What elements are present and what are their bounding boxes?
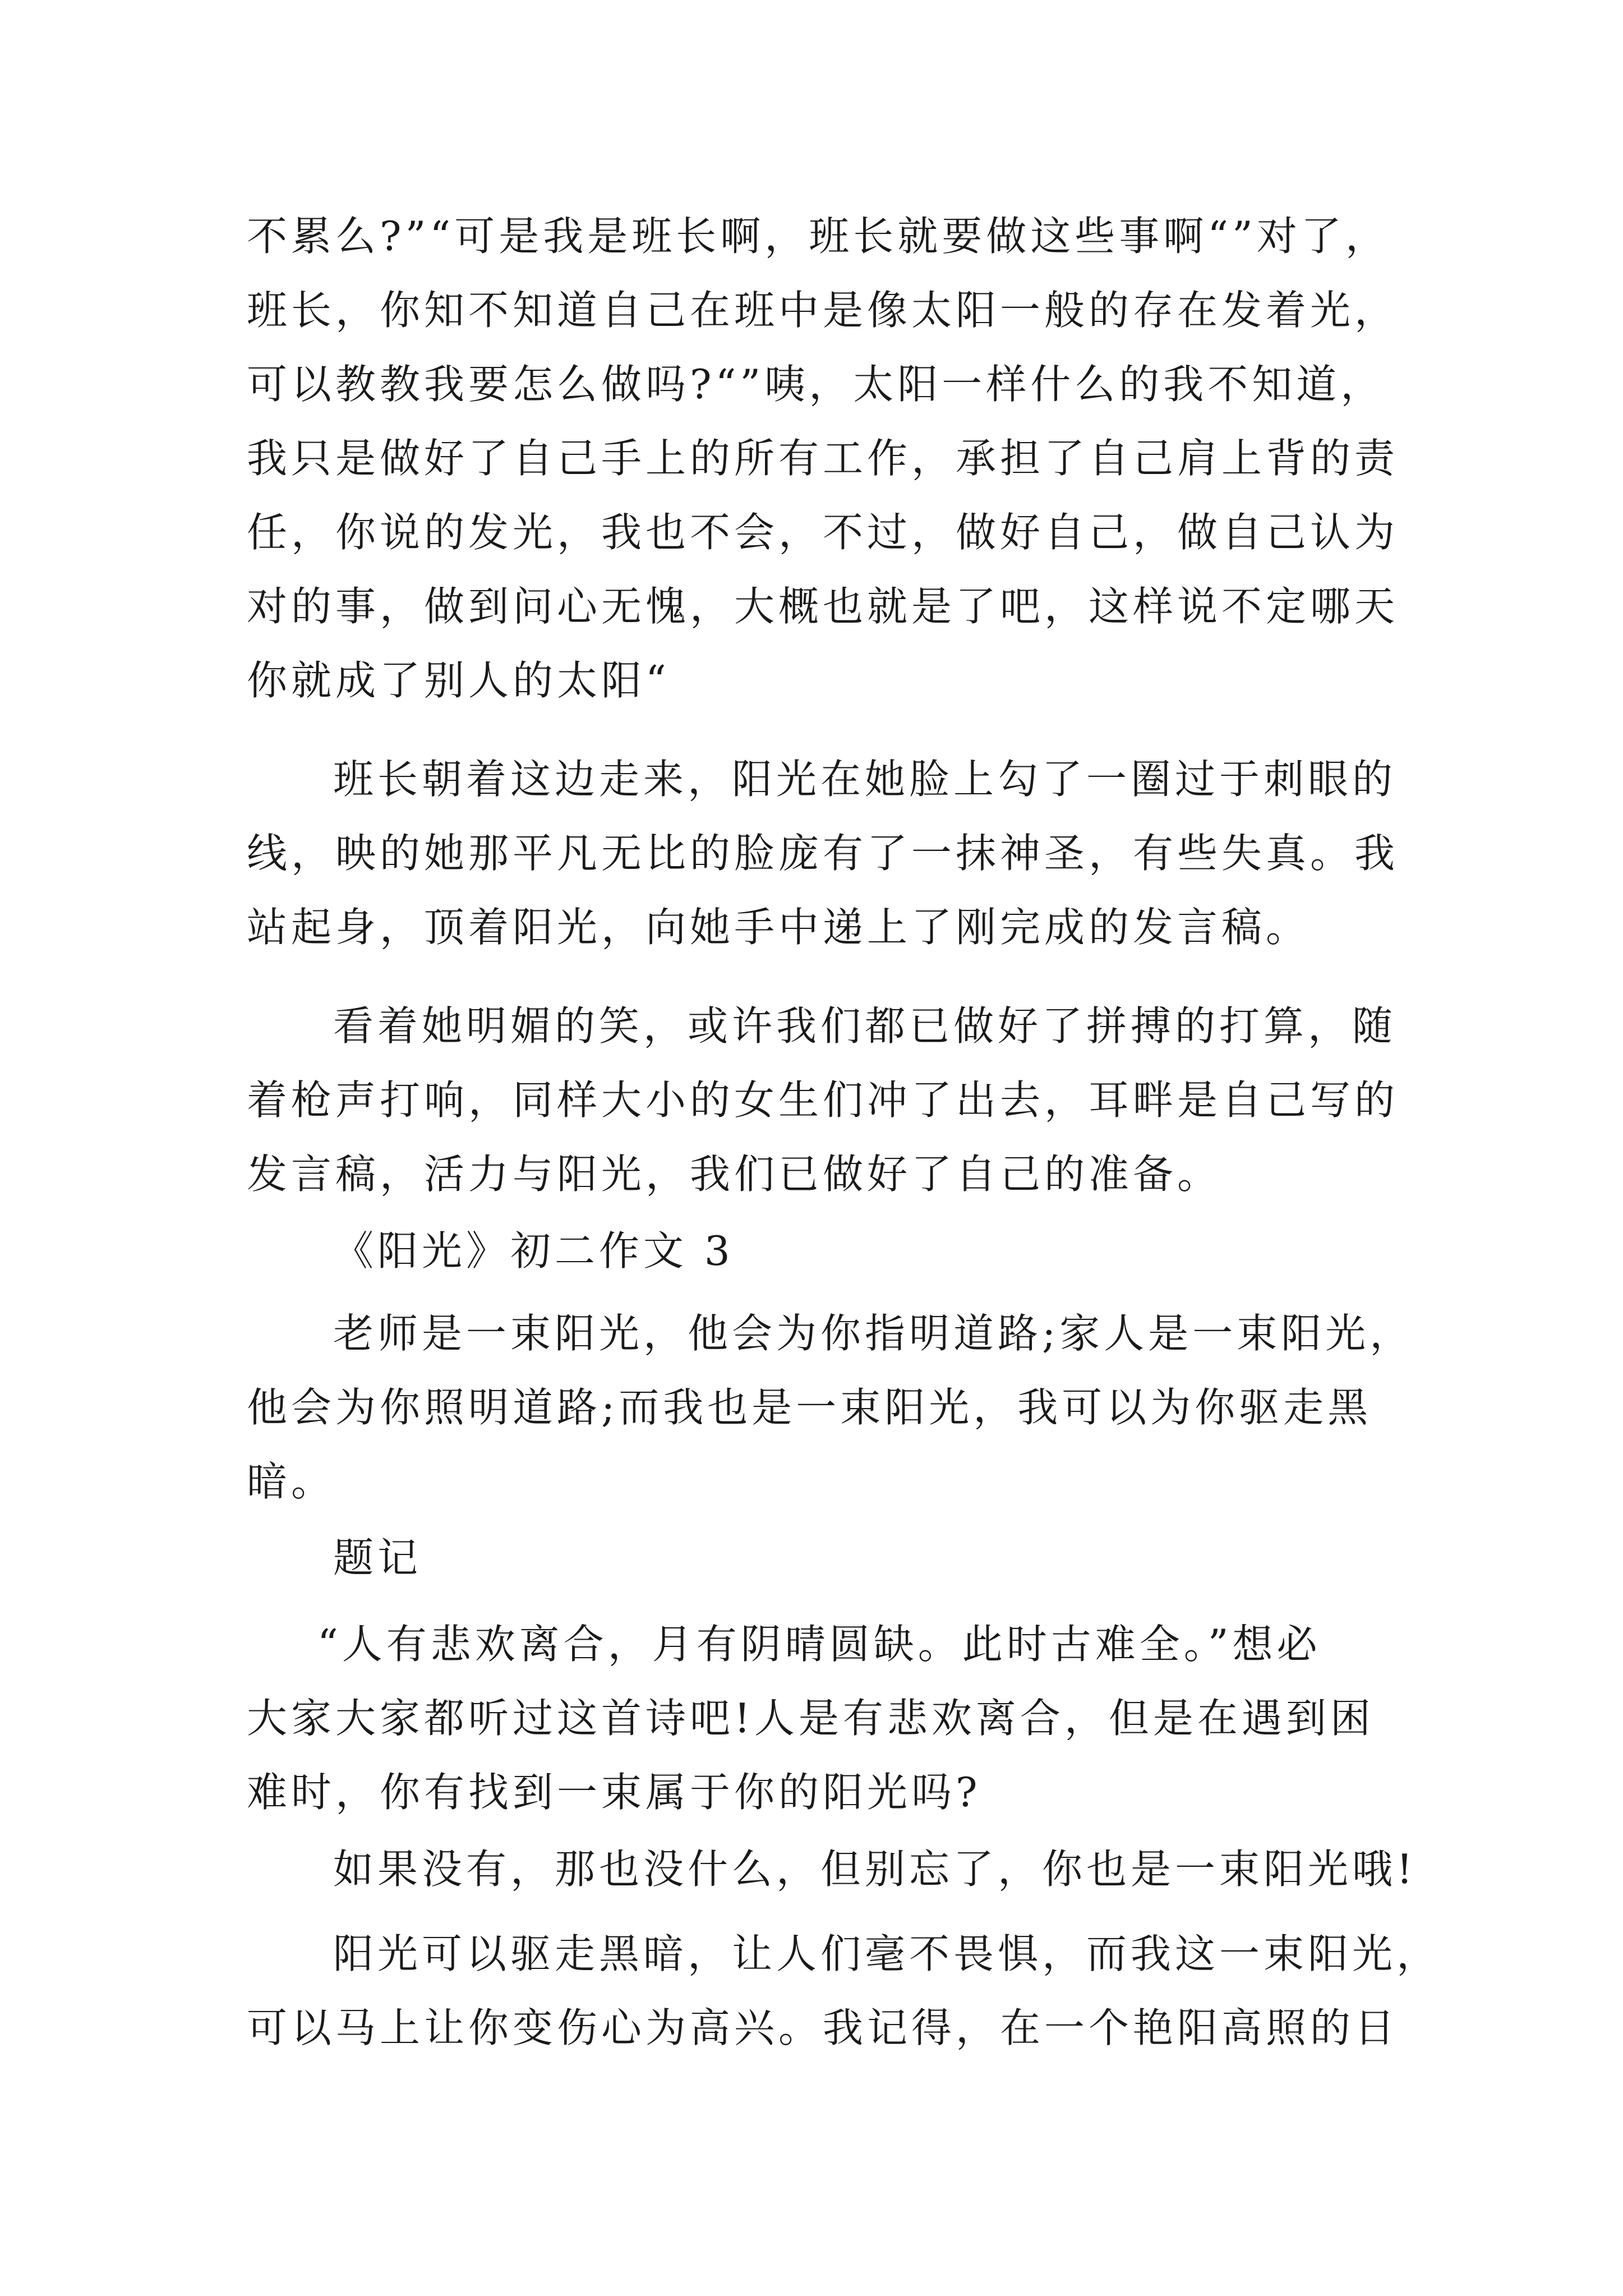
epigraph-label: 题记 xyxy=(333,1534,422,1581)
text-line: 可以教教我要怎么做吗?“”咦，太阳一样什么的我不知道， xyxy=(247,361,1385,408)
paragraph-first-line: 看着她明媚的笑，或许我们都已做好了拼搏的打算，随 xyxy=(333,1002,1397,1050)
text-line: 站起身，顶着阳光，向她手中递上了刚完成的发言稿。 xyxy=(247,904,1311,951)
text-line: 他会为你照明道路;而我也是一束阳光，我可以为你驱走黑 xyxy=(247,1384,1372,1431)
paragraph-first-line: 班长朝着这边走来，阳光在她脸上勾了一圈过于刺眼的 xyxy=(333,756,1397,803)
text-line: 不累么?”“可是我是班长啊，班长就要做这些事啊“”对了， xyxy=(247,213,1390,260)
paragraph-first-line: “人有悲欢离合，月有阴晴圆缺。此时古难全。”想必 xyxy=(317,1621,1321,1668)
text-line: 对的事，做到问心无愧，大概也就是了吧，这样说不定哪天 xyxy=(247,583,1399,630)
section-title: 《阳光》初二作文 3 xyxy=(333,1227,734,1274)
paragraph-first-line: 如果没有，那也没什么，但别忘了，你也是一束阳光哦! xyxy=(333,1846,1417,1893)
text-line: 班长，你知不知道自己在班中是像太阳一般的存在发着光， xyxy=(247,287,1399,334)
text-line: 发言稿，活力与阳光，我们已做好了自己的准备。 xyxy=(247,1151,1222,1198)
paragraph-first-line: 老师是一束阳光，他会为你指明道路;家人是一束阳光， xyxy=(333,1310,1414,1357)
text-line: 我只是做好了自己手上的所有工作，承担了自己肩上背的责 xyxy=(247,435,1399,482)
text-line: 可以马上让你变伤心为高兴。我记得，在一个艳阳高照的日 xyxy=(247,2004,1399,2051)
text-line: 着枪声打响，同样大小的女生们冲了出去，耳畔是自己写的 xyxy=(247,1076,1399,1124)
text-line: 难时，你有找到一束属于你的阳光吗? xyxy=(247,1769,981,1816)
paragraph-first-line: 阳光可以驱走黑暗，让人们毫不畏惧，而我这一束阳光， xyxy=(333,1930,1441,1977)
text-line: 你就成了别人的太阳“ xyxy=(247,657,670,704)
text-line: 暗。 xyxy=(247,1458,336,1505)
text-line: 大家大家都听过这首诗吧!人是有悲欢离合，但是在遇到困 xyxy=(247,1695,1375,1742)
text-line: 线，映的她那平凡无比的脸庞有了一抹神圣，有些失真。我 xyxy=(247,830,1399,877)
text-line: 任，你说的发光，我也不会，不过，做好自己，做自己认为 xyxy=(247,509,1399,556)
